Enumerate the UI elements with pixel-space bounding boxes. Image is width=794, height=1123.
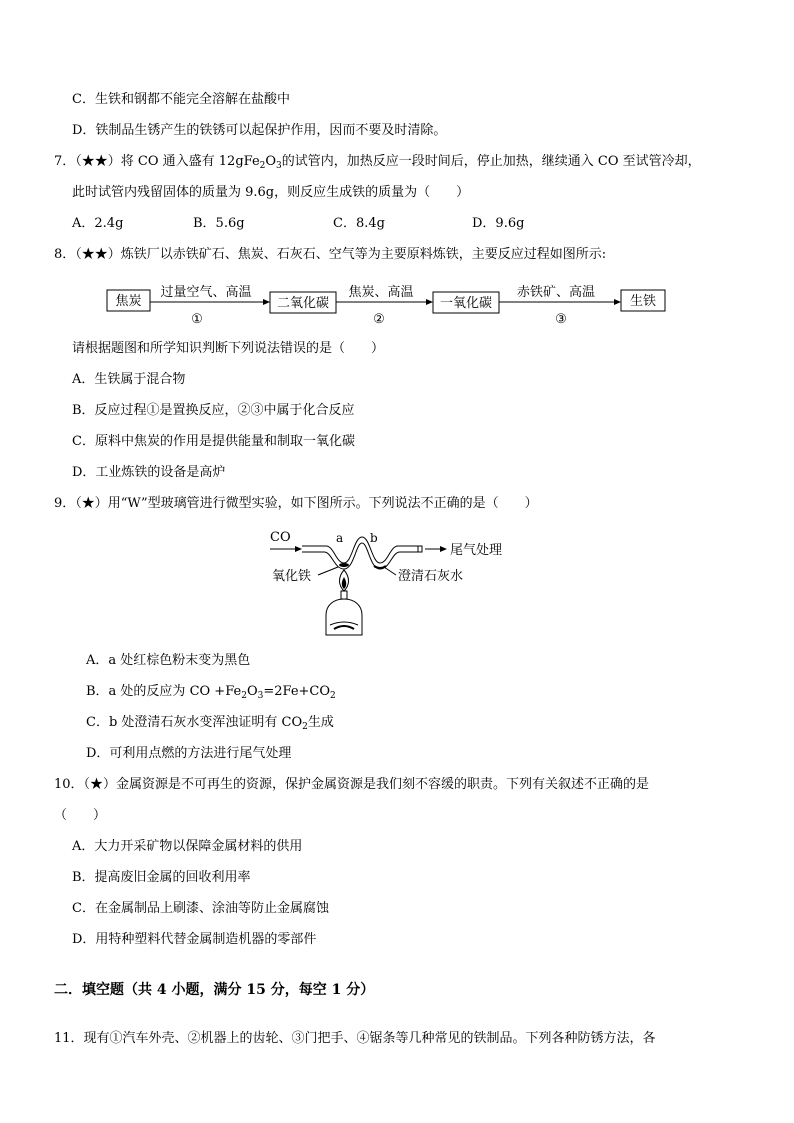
- q8-stem: 8．（★★）炼铁厂以赤铁矿石、焦炭、石灰石、空气等为主要原料炼铁，主要反应过程如图所示:: [54, 247, 607, 262]
- section-2-heading: 二．填空题（共 4 小题，满分 15 分，每空 1 分）: [54, 982, 375, 998]
- q9-option-c: C．b 处澄清石灰水变浑浊证明有 $CO_2$生成: [86, 715, 334, 732]
- alcohol-lamp-liquid: [330, 622, 358, 625]
- co-inlet-arrow-head: [295, 546, 302, 552]
- q8-option-b: B．反应过程①是置换反应，②③中属于化合反应: [72, 403, 355, 418]
- flow-step-3: ③: [555, 312, 567, 327]
- flow-box-coke-label: 焦炭: [115, 294, 142, 309]
- w-tube-upper-wall: [302, 537, 418, 563]
- q9-option-a: A．a 处红棕色粉末变为黑色: [86, 653, 251, 668]
- q7-option-d: D．9.6g: [472, 216, 525, 231]
- flow-arrow-1-head: [263, 299, 270, 305]
- tail-gas-label: 尾气处理: [450, 543, 503, 558]
- point-a-label: a: [336, 531, 344, 545]
- q6-option-d: D．铁制品生锈产生的铁锈可以起保护作用，因而不要及时清除。: [72, 123, 447, 138]
- w-tube-lower-wall: [302, 543, 418, 569]
- q8-option-d: D．工业炼铁的设备是高炉: [72, 465, 226, 480]
- q7-stem-line2: 此时试管内残留固体的质量为 9.6g，则反应生成铁的质量为（ ）: [72, 185, 470, 200]
- flow-box-co2-label: 二氧化碳: [276, 296, 330, 311]
- q11-stem: 11．现有①汽车外壳、②机器上的齿轮、③门把手、④锯条等几种常见的铁制品。下列各种防锈方法，各: [54, 1031, 656, 1046]
- alcohol-lamp-wick: [334, 626, 354, 629]
- co-inlet-label: CO: [270, 530, 291, 545]
- alcohol-lamp-wick-holder: [341, 591, 347, 599]
- flow-condition-2: 焦炭、高温: [348, 285, 414, 300]
- q8-option-a: A．生铁属于混合物: [72, 372, 186, 387]
- q6-option-c: C．生铁和钢都不能完全溶解在盐酸中: [72, 92, 290, 107]
- w-tube-outlet: [418, 546, 422, 552]
- tail-gas-arrow-head: [440, 546, 447, 552]
- q10-answer-paren: （ ）: [54, 808, 107, 823]
- flow-step-1: ①: [191, 312, 203, 327]
- iron-oxide-powder: [339, 563, 349, 567]
- q7-options: [0, 215, 794, 233]
- limewater-label: 澄清石灰水: [398, 569, 464, 584]
- point-b-label: b: [370, 531, 378, 545]
- flow-box-co-label: 一氧化碳: [439, 296, 493, 311]
- q8-prompt: 请根据题图和所学知识判断下列说法错误的是（ ）: [72, 341, 385, 356]
- q10-option-c: C．在金属制品上刷漆、涂油等防止金属腐蚀: [72, 901, 329, 916]
- q10-option-a: A．大力开采矿物以保障金属材料的供用: [72, 839, 303, 854]
- q7-option-b: B．5.6g: [193, 216, 245, 231]
- w-tube-apparatus-diagram: [250, 525, 530, 640]
- flow-step-2: ②: [373, 312, 385, 327]
- alcohol-lamp-flame-core: [342, 577, 347, 589]
- iron-smelting-flow-diagram: [100, 280, 680, 330]
- flow-arrow-2-head: [426, 299, 433, 305]
- q7-stem-line1: 7．（★★）将 CO 通入盛有 $12gFe_2O_3$的试管内，加热反应一段时间后，停止加热，继续通入 CO 至试管冷却，: [54, 154, 701, 171]
- q10-stem: 10．（★）金属资源是不可再生的资源，保护金属资源是我们刻不容缓的职责。下列有关叙述不正确的是: [54, 777, 650, 792]
- iron-oxide-label: 氧化铁: [272, 569, 312, 584]
- q9-stem: 9．（★）用“W”型玻璃管进行微型实验，如下图所示。下列说法不正确的是（ ）: [54, 496, 538, 511]
- iron-oxide-pointer: [318, 567, 338, 575]
- flow-condition-3: 赤铁矿、高温: [516, 285, 596, 300]
- flow-box-pig-iron-label: 生铁: [629, 294, 657, 309]
- limewater-pointer: [384, 567, 396, 575]
- q7-option-a: A．2.4g: [72, 216, 124, 231]
- flow-arrow-3-head: [614, 299, 621, 305]
- q7-option-c: C．8.4g: [333, 216, 385, 231]
- q9-option-b: B．a 处的反应为 CO $+Fe_2O_3=2Fe+CO_2$: [86, 684, 336, 701]
- q10-option-d: D．用特种塑料代替金属制造机器的零部件: [72, 932, 317, 947]
- q9-option-d: D．可利用点燃的方法进行尾气处理: [86, 746, 292, 761]
- alcohol-lamp-body: [326, 599, 362, 635]
- q8-option-c: C．原料中焦炭的作用是提供能量和制取一氧化碳: [72, 434, 355, 449]
- flow-condition-1: 过量空气、高温: [160, 285, 252, 300]
- q10-option-b: B．提高废旧金属的回收利用率: [72, 870, 251, 885]
